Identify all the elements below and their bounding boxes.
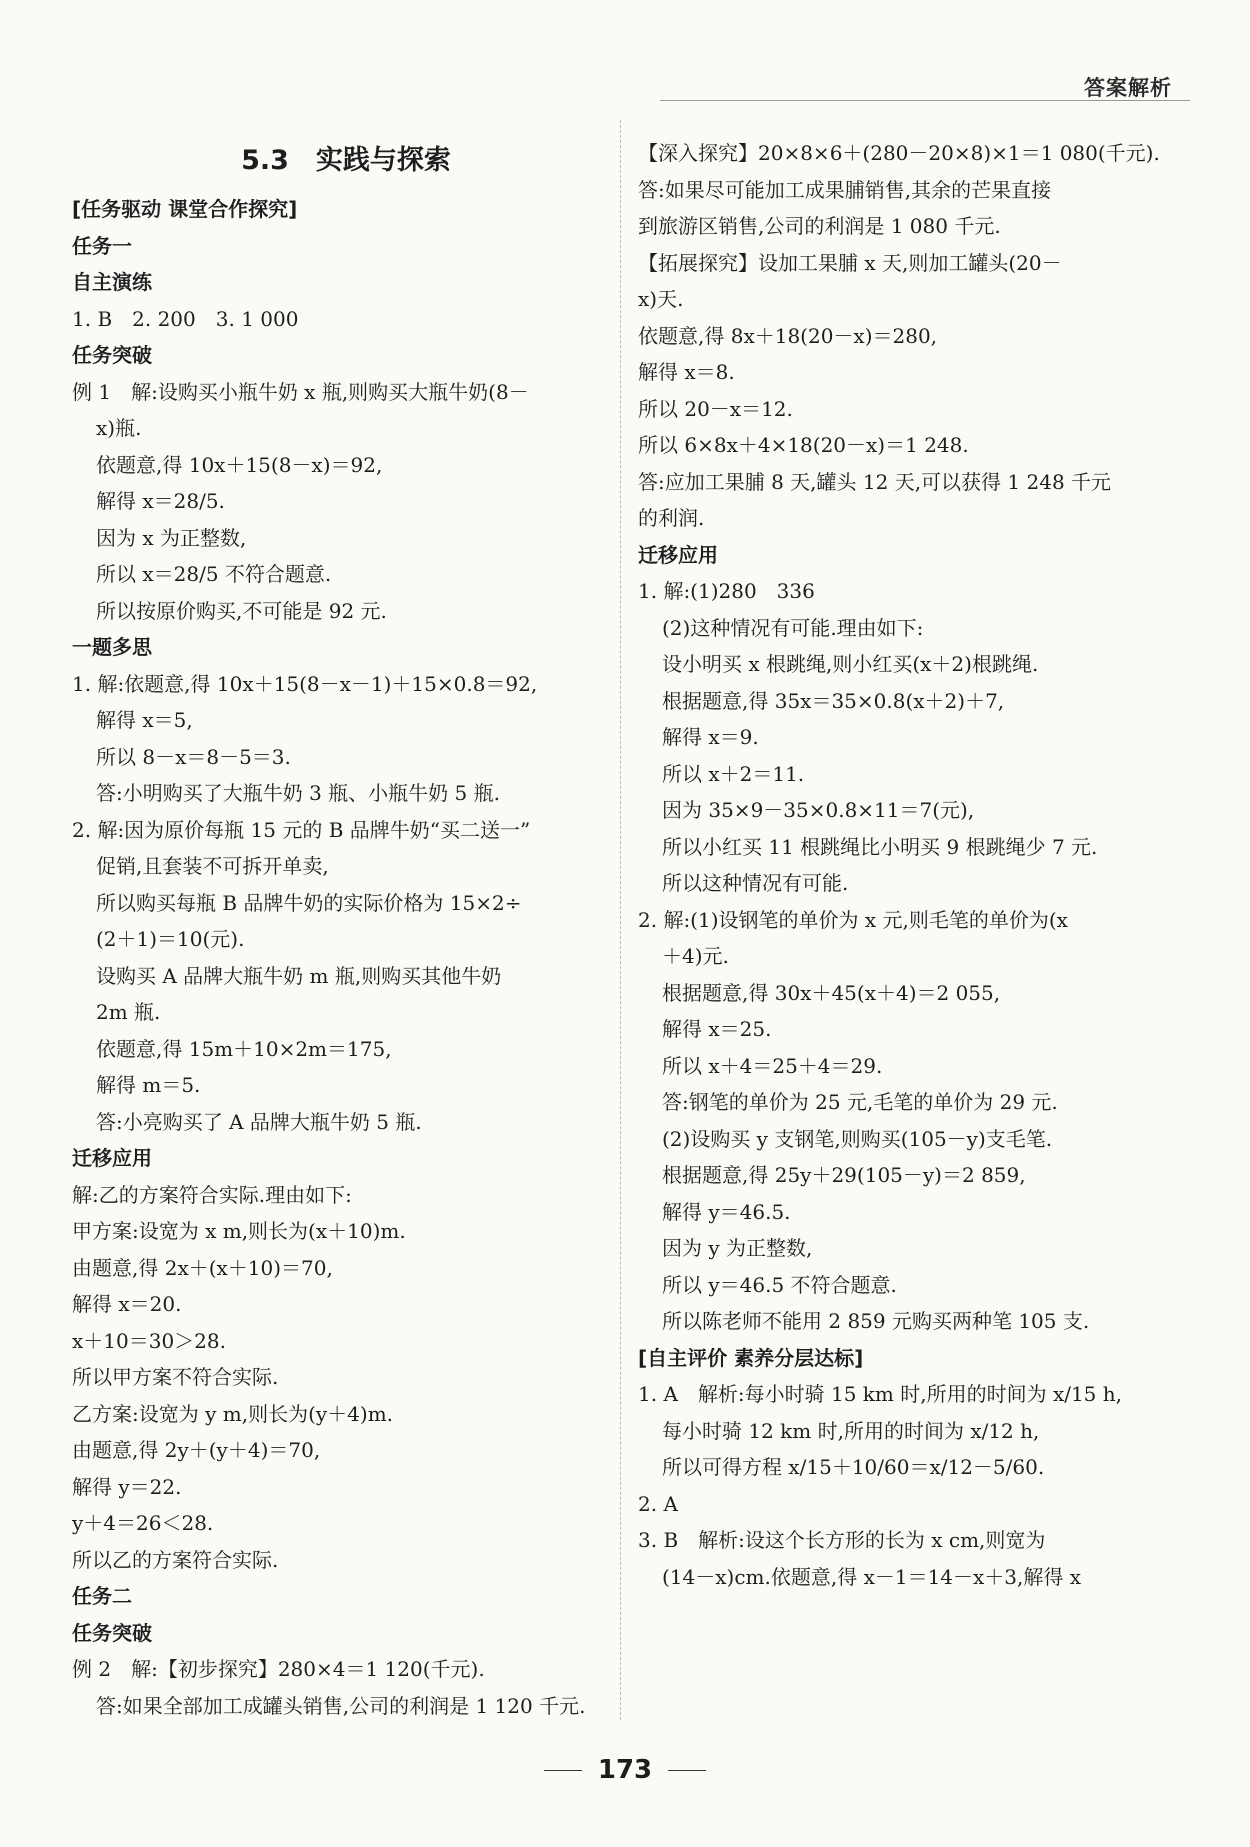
left-line: 2m 瓶. [96,1000,161,1024]
right-line: 所以 x＋2＝11. [662,761,805,786]
left-line: x)瓶. [96,416,142,440]
right-line: 解得 x＝9. [662,725,759,749]
left-line: 任务突破 [72,343,152,367]
left-line: (2＋1)＝10(元). [96,927,245,951]
right-line: 答:如果尽可能加工成果脯销售,其余的芒果直接 [638,177,1052,202]
left-line: 依题意,得 15m＋10×2m＝175, [96,1036,392,1061]
left-line: 1. B 2. 200 3. 1 000 [72,306,299,331]
left-line: 设购买 A 品牌大瓶牛奶 m 瓶,则购买其他牛奶 [96,963,502,988]
right-line: 根据题意,得 25y＋29(105－y)＝2 859, [662,1163,1026,1187]
right-line: [自主评价 素养分层达标] [638,1345,864,1370]
left-line: 由题意,得 2y＋(y＋4)＝70, [72,1438,321,1462]
left-line: 由题意,得 2x＋(x＋10)＝70, [72,1255,333,1280]
left-line: 所以按原价购买,不可能是 92 元. [96,598,387,623]
left-line: 解:乙的方案符合实际.理由如下: [72,1182,352,1207]
left-line: 解得 x＝20. [72,1292,182,1316]
page-number: 173 [597,1755,653,1785]
right-line: 所以可得方程 x/15＋10/60＝x/12－5/60. [662,1455,1045,1479]
right-line: 所以 y＝46.5 不符合题意. [662,1272,897,1297]
left-line: 解得 x＝28/5. [96,489,225,513]
right-line: 3. B 解析:设这个长方形的长为 x cm,则宽为 [638,1528,1046,1552]
left-line: 甲方案:设宽为 x m,则长为(x＋10)m. [72,1219,406,1243]
right-line: 解得 x＝25. [662,1017,772,1041]
right-line: 所以 6×8x＋4×18(20－x)＝1 248. [638,433,969,457]
right-line: 【深入探究】20×8×6＋(280－20×8)×1＝1 080(千元). [638,141,1160,165]
right-line: 1. 解:(1)280 336 [638,579,815,603]
left-line: 1. 解:依题意,得 10x＋15(8－x－1)＋15×0.8＝92, [72,671,538,696]
left-line: 2. 解:因为原价每瓶 15 元的 B 品牌牛奶“买二送一” [72,817,531,842]
left-line: y＋4＝26＜28. [72,1511,214,1535]
right-line: 所以小红买 11 根跳绳比小明买 9 根跳绳少 7 元. [662,834,1098,859]
right-line: 答:钢笔的单价为 25 元,毛笔的单价为 29 元. [662,1090,1058,1114]
left-line: 乙方案:设宽为 y m,则长为(y＋4)m. [72,1401,394,1426]
right-line: 所以这种情况有可能. [662,871,849,895]
left-line: 解得 m＝5. [96,1073,201,1097]
right-line: 迁移应用 [638,542,718,567]
right-line: 根据题意,得 30x＋45(x＋4)＝2 055, [662,980,1001,1005]
left-line: 自主演练 [72,270,152,294]
left-line: 解得 x＝5, [96,708,193,732]
right-line: 每小时骑 12 km 时,所用的时间为 x/12 h, [662,1418,1040,1443]
footer-dash-left [544,1770,582,1771]
right-line: ＋4)元. [662,944,729,968]
right-line: 所以 x＋4＝25＋4＝29. [662,1053,883,1078]
right-line: 解得 x＝8. [638,360,735,384]
right-line: 设小明买 x 根跳绳,则小红买(x＋2)根跳绳. [662,652,1039,676]
left-text-lines [72,191,620,1724]
right-line: (2)这种情况有可能.理由如下: [662,615,924,640]
left-line: 例 1 解:设购买小瓶牛奶 x 瓶,则购买大瓶牛奶(8－ [72,379,529,404]
right-line: (2)设购买 y 支钢笔,则购买(105－y)支毛笔. [662,1126,1053,1151]
left-line: 所以购买每瓶 B 品牌牛奶的实际价格为 15×2÷ [96,890,522,915]
right-line: 2. 解:(1)设钢笔的单价为 x 元,则毛笔的单价为(x [638,907,1068,932]
right-line: 答:应加工果脯 8 天,罐头 12 天,可以获得 1 248 千元 [638,469,1112,494]
left-line: 答:小明购买了大瓶牛奶 3 瓶、小瓶牛奶 5 瓶. [96,781,500,805]
right-line: 1. A 解析:每小时骑 15 km 时,所用的时间为 x/15 h, [638,1382,1123,1406]
right-line: 根据题意,得 35x＝35×0.8(x＋2)＋7, [662,688,1005,713]
left-line: 依题意,得 10x＋15(8－x)＝92, [96,452,383,477]
left-line: 任务二 [72,1584,132,1608]
left-line: 答:如果全部加工成罐头销售,公司的利润是 1 120 千元. [96,1693,586,1718]
right-column [638,135,1158,1595]
left-line: 迁移应用 [72,1146,152,1170]
right-line: 解得 y＝46.5. [662,1199,791,1224]
left-line: 解得 y＝22. [72,1474,182,1499]
left-line: x＋10＝30＞28. [72,1328,226,1353]
right-line: 【拓展探究】设加工果脯 x 天,则加工罐头(20－ [638,250,1062,275]
header-rule [660,100,1190,101]
right-line: 所以 20－x＝12. [638,396,793,421]
left-line: 所以乙的方案符合实际. [72,1547,279,1572]
section-header-label: 答案解析 [1084,76,1172,100]
left-line: 任务突破 [72,1620,152,1645]
left-line: 任务一 [72,233,132,258]
right-line: 2. A [638,1491,678,1516]
column-divider [620,120,621,1720]
left-line: 所以甲方案不符合实际. [72,1365,279,1389]
left-line: 一题多思 [72,635,152,659]
right-line: 到旅游区销售,公司的利润是 1 080 千元. [638,214,1001,238]
left-column [72,135,620,1724]
left-line: 答:小亮购买了 A 品牌大瓶牛奶 5 瓶. [96,1109,422,1134]
right-line: 因为 35×9－35×0.8×11＝7(元), [662,798,975,822]
section-title: 5.3 实践与探索 [241,145,451,176]
left-line: 所以 x＝28/5 不符合题意. [96,562,332,586]
right-text-lines [638,135,1158,1595]
page-footer [0,1755,1250,1785]
left-line: 因为 x 为正整数, [96,525,247,550]
right-line: x)天. [638,287,684,311]
right-line: (14－x)cm.依题意,得 x－1＝14－x＋3,解得 x [662,1564,1082,1589]
right-line: 所以陈老师不能用 2 859 元购买两种笔 105 支. [662,1309,1090,1333]
left-line: [任务驱动 课堂合作探究] [72,197,298,221]
left-line: 例 2 解:【初步探究】280×4＝1 120(千元). [72,1657,485,1681]
right-line: 因为 y 为正整数, [662,1236,813,1260]
right-line: 依题意,得 8x＋18(20－x)＝280, [638,323,938,348]
right-line: 的利润. [638,506,705,530]
footer-dash-right [668,1770,706,1771]
left-line: 所以 8－x＝8－5＝3. [96,744,291,769]
left-line: 促销,且套装不可拆开单卖, [96,854,329,878]
